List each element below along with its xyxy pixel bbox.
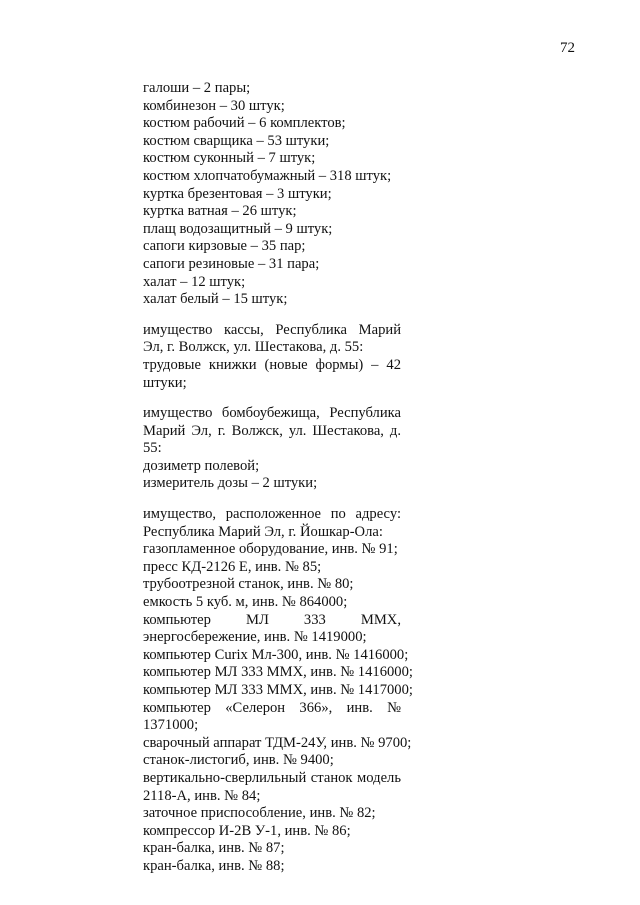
section-heading: имущество бомбоубежища, Республика Марий Эл, г. Волжск, ул. Шестакова, д. 55: — [143, 405, 401, 457]
list-item: комбинезон – 30 штук; — [143, 97, 285, 114]
list-item: компьютер МЛ 333 ММХ, энергосбережение, инв. № 1419000; — [143, 611, 401, 646]
list-item: галоши – 2 пары; — [143, 80, 251, 96]
list-item: куртка брезентовая – 3 штуки; — [143, 185, 332, 202]
list-item: трудовые книжки (новые формы) – 42 штуки; — [143, 356, 401, 391]
list-item: дозиметр полевой; — [143, 457, 260, 474]
page-number: 72 — [560, 40, 575, 56]
list-item: халат белый – 15 штук; — [143, 291, 288, 308]
list-item: сварочный аппарат ТДМ-24У, инв. № 9700; — [143, 734, 412, 751]
list-item: кран-балка, инв. № 87; — [143, 840, 285, 857]
list-item: компьютер МЛ 333 ММХ, инв. № 1417000; — [143, 682, 413, 698]
list-item: заточное приспособление, инв. № 82; — [143, 805, 376, 822]
list-item: пресс КД-2126 Е, инв. № 85; — [143, 558, 322, 575]
list-item: костюм хлопчатобумажный – 318 штук; — [143, 167, 392, 184]
list-item: компьютер «Селерон 366», инв. № 1371000; — [143, 699, 401, 734]
list-item: вертикально-сверлильный станок модель 2118-А, инв. № 84; — [143, 769, 401, 804]
list-item: компьютер Curix Мл-300, инв. № 1416000; — [143, 646, 409, 663]
list-item: станок-листогиб, инв. № 9400; — [143, 752, 334, 769]
list-item: кран-балка, инв. № 88; — [143, 857, 285, 874]
section-heading: имущество кассы, Республика Марий Эл, г. Волжск, ул. Шестакова, д. 55: — [143, 321, 401, 356]
yoshkar-ola-section — [143, 506, 413, 875]
list-item: сапоги кирзовые – 35 пар; — [143, 238, 306, 255]
list-item: костюм суконный – 7 штук; — [143, 150, 316, 167]
list-item: компрессор И-2В У-1, инв. № 86; — [143, 822, 351, 839]
list-item: трубоотрезной станок, инв. № 80; — [143, 576, 354, 593]
cashier-section — [143, 322, 401, 392]
shelter-section — [143, 405, 401, 493]
list-item: емкость 5 куб. м, инв. № 864000; — [143, 594, 348, 611]
section-heading: имущество, расположенное по адресу: Республика Марий Эл, г. Йошкар-Ола: — [143, 506, 401, 540]
list-item: куртка ватная – 26 штук; — [143, 203, 297, 220]
list-item: костюм рабочий – 6 комплектов; — [143, 115, 346, 132]
list-item: плащ водозащитный – 9 штук; — [143, 220, 333, 237]
list-item: халат – 12 штук; — [143, 273, 246, 290]
clothing-list — [143, 80, 401, 309]
list-item: измеритель дозы – 2 штуки; — [143, 475, 318, 492]
list-item: газопламенное оборудование, инв. № 91; — [143, 541, 398, 558]
list-item: компьютер МЛ 333 ММХ, инв. № 1416000; — [143, 664, 413, 681]
list-item: сапоги резиновые – 31 пара; — [143, 255, 320, 272]
document-body — [143, 80, 413, 876]
list-item: костюм сварщика – 53 штуки; — [143, 132, 330, 149]
